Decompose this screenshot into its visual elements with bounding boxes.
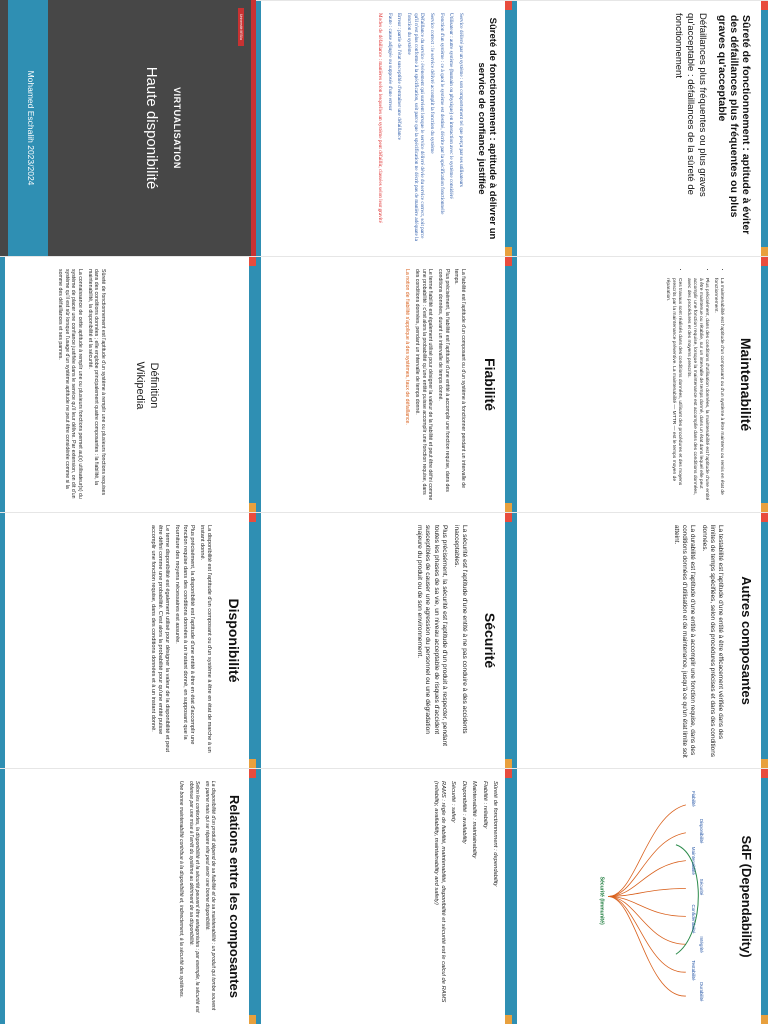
- sdf-tree-diagram: [596, 785, 726, 1008]
- definition-line: Service correct : le service délivré accomplit la fonction du système: [429, 13, 436, 154]
- bullet-item: • Ces travaux sont réalisés dans des conditions données, utilisant des procédures et des moyens prescrits par la maintenance préventive. La maintenabilité — MTTR — est le temps moyen de réparation.: [664, 278, 683, 502]
- slide-body: Défaillances plus fréquentes ou plus graves qu'acceptable : défaillances de la sûreté de fonctionnement: [673, 13, 708, 197]
- slide-title: Maintenabilité: [738, 337, 754, 432]
- paragraph: La disponibilité est l'aptitude d'un composant ou d'un système à être en état de marche à un instant donné.: [198, 525, 212, 753]
- slide-body: [411, 525, 468, 758]
- paragraph: Plus précisément, la disponibilité est l'aptitude d'une entité à être en état d'accomplir une fonction requise dans des conditions données à un instant donné, en supposant que la fourniture des moyens nécessaires est assurée.: [174, 525, 195, 745]
- slide-title: Autres composantes: [739, 576, 754, 705]
- sdf-branch: Confidentialité: [690, 904, 696, 934]
- slide-title: Sécurité: [482, 612, 498, 669]
- course-name: VIRTUALISATION: [172, 87, 182, 169]
- slide-title: SdF (Dependability): [739, 835, 754, 958]
- slide-body: [175, 781, 216, 1014]
- slide-title: Sûreté de fonctionnement : aptitude à éviter des défaillances plus fréquentes ou plus graves qu'acceptable: [716, 15, 752, 235]
- slide-disponibilite: [0, 512, 256, 768]
- term-line: Sûreté de fonctionnement : dependability: [492, 781, 498, 887]
- slide-title: Disponibilité: [226, 598, 242, 683]
- slide-surete-avoid: [512, 0, 768, 256]
- paragraph: La connaissance de cette aptitude à remplir une ou plusieurs fonctions permet au(x) utilisateur(s) du système de placer une confiance justifiée dans le service qu'il leur délivre. Par extension, on dit d'un système qu'il est sûr lorsque l'usage d'un système aptitude ne peut être considérée comme si la somme des défaillances et ses pannes.: [57, 269, 84, 499]
- slide-maintenabilite: [512, 256, 768, 512]
- definition-line: Fonction d'un système : ce à quoi le système est destiné, décrite par la spécification fonctionnelle: [438, 13, 445, 215]
- author-line: Mohamed Eschalih 2023/2024: [26, 70, 36, 186]
- paragraph: La fiabilité est l'aptitude d'un composant ou d'un système à fonctionner pendant un intervalle de temps.: [453, 269, 466, 488]
- author-band: [8, 0, 48, 256]
- slide-header-bar: [761, 1, 768, 256]
- title-box: [54, 0, 230, 256]
- slide-title: Relations entre les composantes: [227, 794, 242, 998]
- paragraph: La durabilité est l'aptitude d'une entité à accomplir une fonction requise, dans des conditions données d'utilisation et de maintenance, jusqu'à ce qu'un état limite soit atteint.: [673, 525, 697, 758]
- paragraph: La sécurité est l'aptitude d'une entité à ne pas conduire à des accidents inacceptables.: [452, 525, 468, 734]
- definition-line: Service délivré par un système : son comportement tel que perçu par ses utilisateurs: [458, 13, 464, 187]
- bullet-item: • La maintenabilité est l'aptitude d'un composant ou d'un système à être maintenu ou remis en état de fonctionnement.: [711, 278, 724, 502]
- slide-fiabilite: [256, 256, 512, 512]
- term-line: Sécurité : safety: [450, 781, 457, 823]
- sdf-branch: Intégrité: [698, 936, 704, 953]
- definition-label: Définition: [148, 362, 160, 409]
- bullet-item: • Plus précisément, dans des conditions d'utilisation données, la maintenabilité est l'aptitude d'une entité à être maintenue ou rétablie, sur un intervalle de temps donné, dans un état dans lequel elle peut accomplir une fonction requise, lorsque la maintenance est accomplie dans des conditions données, avec des procédures et des moyens prescrits.: [684, 278, 709, 502]
- definition-line: Défaillance du service : événement qui survient lorsque le service délivré dévie du service correct, soit parce qu'il n'est plus conforme à la spécification, soit parce que la spécification ne décrit pas de manière adéquate la fonction du système: [406, 13, 426, 241]
- title-slide: [0, 0, 256, 256]
- paragraph: La testabilité est l'aptitude d'une entité à être efficacement vérifiée dans des limites de temps spécifiées, selon des procédures précises et dans des conditions données.: [700, 525, 724, 757]
- paragraph: Sûreté de fonctionnement est l'aptitude d'un système à remplir une ou plusieurs fonctions requises dans des conditions données ; elle englobe principalement quatre composantes : la fiabilité, la maintenabilité, la disponibilité et la sécurité.: [86, 269, 106, 496]
- sdf-branch: Sécurité: [698, 878, 704, 896]
- slide-sdf: [512, 768, 768, 1024]
- topic-title: Haute disponibilité: [143, 66, 160, 190]
- slide-sdf-terms: [256, 768, 512, 1024]
- paragraph: Plus précisément, la sécurité est l'aptitude d'un produit à respecter, pendant toutes les phases de sa vie, un niveau acceptable de risques d'accident susceptibles de causer une agression du personnel ou une dégradation majeure du produit ou de son environnement.: [415, 525, 449, 746]
- definition-line: Erreur : partie de l'état susceptible d'entraîner une défaillance: [396, 13, 403, 140]
- term-line: RAMS : règle de fiabilité, maintenabilité, disponibilité et sécurité est le calcul de RAMS (reliability, availability, maintainability and safety): [432, 781, 446, 1003]
- slide-securite: [256, 512, 512, 768]
- slide-surete-deliver: [256, 0, 512, 256]
- definition-line: Utilisateur : autre système (humain ou physique) en interaction avec le système considéré: [448, 13, 455, 199]
- slide-body: [53, 269, 106, 502]
- university-logo: Université M'Sila: [238, 8, 244, 46]
- definition-line: Modes de défaillance : manières selon lesquelles un système peut défaillir, classées selon leur gravité: [377, 13, 384, 223]
- sdf-root-node: Sécurité (Immunité): [598, 876, 605, 925]
- paragraph: La notion de fiabilité s'applique à des systèmes, taux de défaillance.: [404, 269, 411, 425]
- slide-body: [373, 13, 464, 246]
- sdf-branch: Testabilité: [690, 960, 696, 981]
- term-line: Fiabilité : reliability: [481, 781, 488, 829]
- sdf-branch: Maintenabilité: [690, 846, 696, 875]
- slide-relations: [0, 768, 256, 1024]
- slide-title: Sûreté de fonctionnement : aptitude à délivrer un service de confiance justifiée: [476, 17, 498, 240]
- definition-heading: [133, 269, 161, 502]
- slide-body: [401, 269, 466, 502]
- sdf-branch: Durabilité: [698, 982, 704, 1002]
- paragraph: Une bonne maintenabilité contribue à la disponibilité et, indirectement, à la sécurité des systèmes.: [178, 781, 185, 999]
- slide-body: [146, 525, 212, 758]
- sdf-branch: Disponibilité: [698, 818, 704, 844]
- source-label: Wikipedia: [134, 361, 147, 410]
- paragraph: Plus précisément, la fiabilité est l'aptitude d'une entité à accomplir une fonction requise, dans des conditions données, durant un intervalle de temps donné.: [437, 269, 450, 492]
- term-line: Disponibilité : availability: [460, 781, 467, 844]
- definition-line: Faute : cause adjugée ou supposée d'une erreur: [386, 13, 393, 111]
- slide-body: [428, 781, 498, 1014]
- sdf-branch: Fiabilité: [690, 790, 696, 807]
- slide-title: Fiabilité: [482, 358, 498, 411]
- slide-definition: [0, 256, 256, 512]
- paragraph: Selon les contextes, la disponibilité et la sécurité peuvent être antagonistes : par exemple, la sécurité est obtenue par une mise à l'arrêt du système au détriment de sa disponibilité.: [187, 781, 201, 1013]
- term-line: Maintenabilité : maintainability: [471, 781, 478, 859]
- slide-body: [662, 269, 724, 502]
- slide-body: [669, 525, 724, 758]
- paragraph: La disponibilité d'un produit dépend de sa fiabilité et de sa maintenabilité : un produit qui tombe souvent en panne mais qui se répare vite peut avoir une bonne disponibilité.: [203, 781, 216, 1011]
- paragraph: Le terme disponibilité est également utilisé pour désigner la valeur de la disponibilité et peut être défini comme une probabilité. C'est alors la probabilité pour qu'une entité puisse accomplir une fonction requise, dans des conditions données et à un instant donné.: [149, 525, 171, 752]
- paragraph: Le terme fiabilité est également utilisé pour désigner la valeur de la fiabilité et peut être défini comme une probabilité : c'est alors la probabilité qu'une entité puisse accomplir une fonction requise, dans des conditions données, pendant un intervalle de temps donné.: [414, 269, 434, 501]
- slide-autres-composantes: [512, 512, 768, 768]
